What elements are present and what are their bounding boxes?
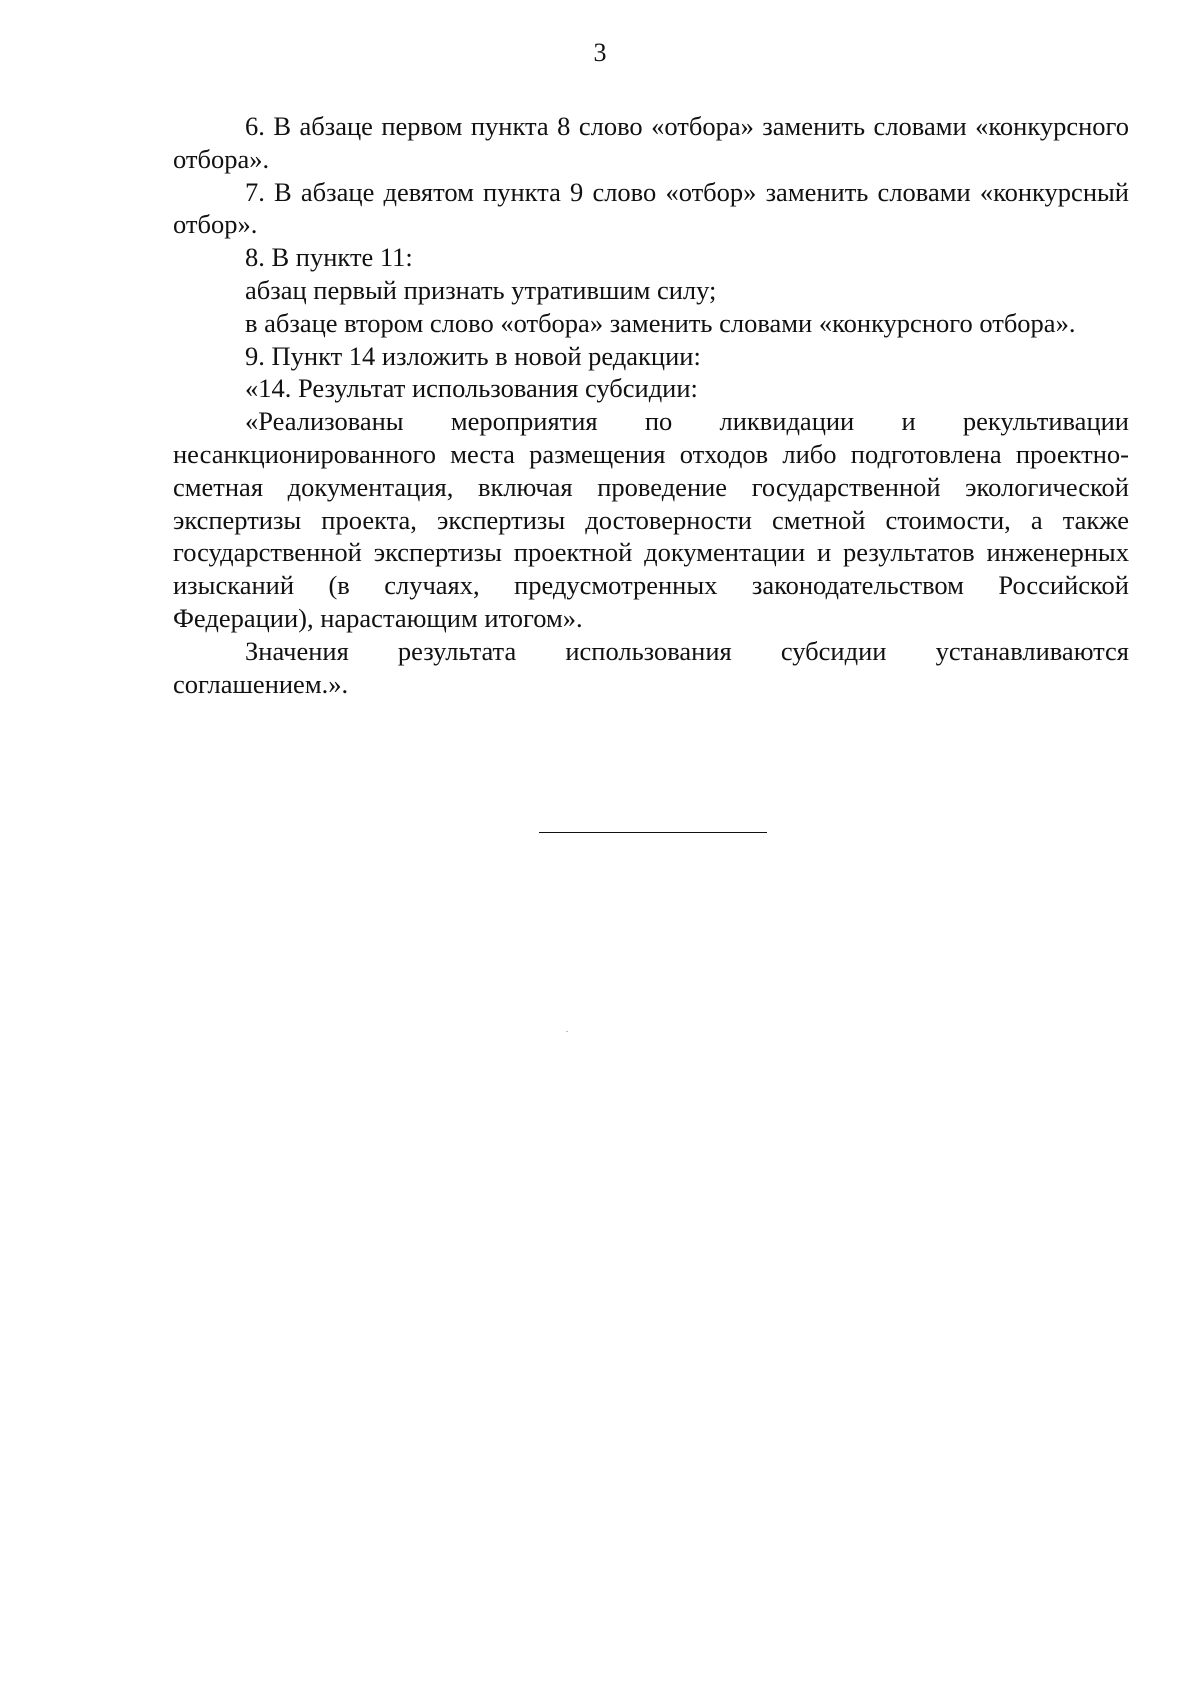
paragraph-item-7: 7. В абзаце девятом пункта 9 слово «отбор» заменить словами «конкурсный отбор».: [173, 176, 1129, 240]
paragraph-item-8-heading: 8. В пункте 11:: [245, 242, 413, 273]
scan-speck: [566, 1031, 568, 1032]
paragraph-item-8-second: в абзаце втором слово «отбора» заменить словами «конкурсного отбора».: [245, 307, 1076, 338]
end-of-document-rule: [539, 832, 767, 833]
paragraph-item-8-first: абзац первый признать утратившим силу;: [245, 274, 717, 305]
document-body: [173, 110, 1129, 700]
paragraph-result-quote: «Реализованы мероприятия по ликвидации и рекультивации несанкционированного места размещения отходов либо подготовлена проектно-сметная документация, включая проведение государственной экологической экспертизы проекта, экспертизы достоверности сметной стоимости, а также государственной экспертизы проектной документации и результатов инженерных изысканий (в случаях, предусмотренных законодательством Российской Федерации), нарастающим итогом».: [173, 406, 1129, 633]
paragraph-item-9: 9. Пункт 14 изложить в новой редакции:: [245, 340, 701, 371]
paragraph-item-6: 6. В абзаце первом пункта 8 слово «отбора» заменить словами «конкурсного отбора».: [173, 111, 1129, 174]
page-number: 3: [593, 38, 607, 67]
paragraph-new-point-14: «14. Результат использования субсидии:: [245, 373, 698, 404]
paragraph-result-values: Значения результата использования субсидии устанавливаются соглашением.».: [173, 635, 1129, 699]
